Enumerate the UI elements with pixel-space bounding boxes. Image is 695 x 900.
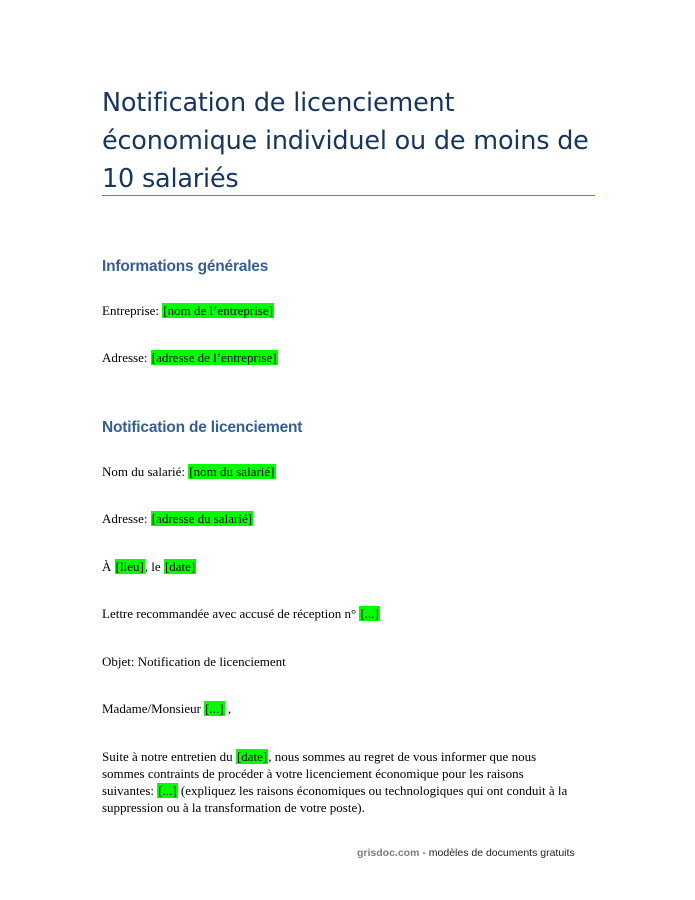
company-address-label: Adresse: [102, 350, 148, 365]
section-heading-notification: Notification de licenciement [102, 419, 303, 436]
salutation-line [102, 701, 231, 717]
body-text: suivantes: [102, 783, 154, 798]
company-placeholder: [nom de l’entreprise] [163, 303, 274, 318]
object-line: Objet: Notification de licenciement [102, 654, 286, 669]
salutation-comma: , [227, 701, 232, 716]
body-text: , nous sommes au regret de vous informer que nous [268, 749, 537, 764]
date-placeholder: [date] [164, 559, 196, 574]
title-line-2: économique individuel ou de moins de [102, 126, 589, 156]
body-paragraph [102, 748, 592, 816]
salutation-label: Madame/Monsieur [102, 701, 201, 716]
employee-name-line [102, 464, 276, 480]
body-line-2: sommes contraints de procéder à votre licenciement économique pour les raisons [102, 766, 524, 781]
employee-name-placeholder: [nom du salarié] [189, 464, 275, 479]
page-footer [357, 847, 575, 859]
body-line-4: suppression ou à la transformation de votre poste). [102, 800, 365, 815]
registered-letter-label: Lettre recommandée avec accusé de réception n° [102, 606, 357, 621]
company-address-placeholder: [adresse de l’entreprise] [151, 350, 277, 365]
employee-address-label: Adresse: [102, 511, 148, 526]
salutation-placeholder: [...] [205, 701, 224, 716]
body-line-1 [102, 748, 592, 765]
footer-site-link[interactable]: grisdoc.com [357, 847, 420, 859]
employee-name-label: Nom du salarié: [102, 464, 186, 479]
employee-address-placeholder: [adresse du salarié] [151, 511, 253, 526]
company-address-line [102, 350, 278, 366]
company-label: Entreprise: [102, 303, 160, 318]
registered-number-placeholder: [...] [360, 606, 379, 621]
title-line-3: 10 salariés [102, 164, 239, 194]
body-text: (expliquez les raisons économiques ou technologiques qui ont conduit à la [180, 783, 568, 798]
section-heading-general-info: Informations générales [102, 258, 269, 275]
title-divider [102, 195, 595, 196]
company-line [102, 303, 274, 319]
place-prefix: À [102, 559, 112, 574]
employee-address-line [102, 511, 253, 527]
body-text: Suite à notre entretien du [102, 749, 233, 764]
date-separator: , le [144, 559, 161, 574]
body-line-3 [102, 782, 592, 799]
place-date-line [102, 559, 196, 575]
interview-date-placeholder: [date] [236, 749, 268, 764]
registered-letter-line [102, 606, 380, 622]
title-line-1: Notification de licenciement [102, 88, 455, 118]
document-title [102, 84, 602, 198]
reasons-placeholder: [...] [158, 783, 177, 798]
footer-tagline: - modèles de documents gratuits [419, 847, 575, 859]
place-placeholder: [lieu] [115, 559, 144, 574]
